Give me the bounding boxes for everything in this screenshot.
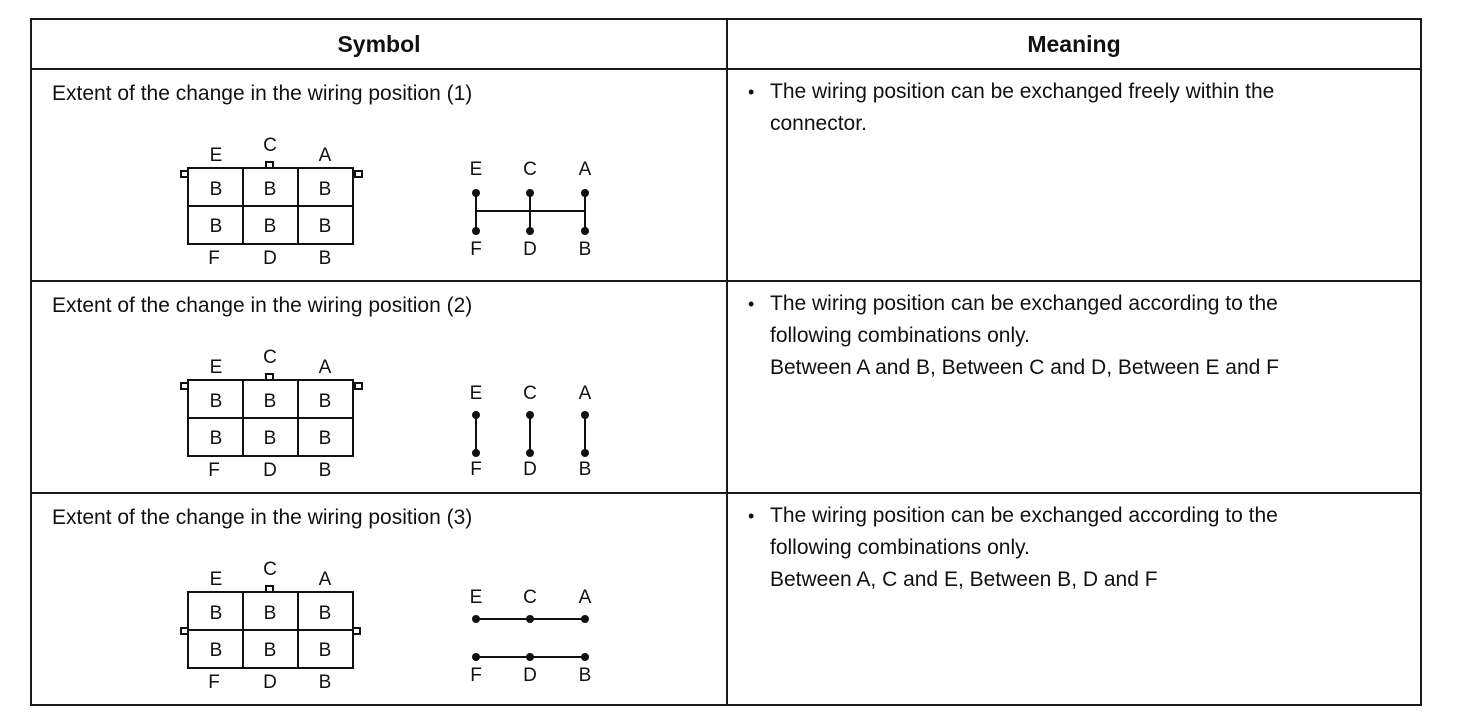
pin-label-top: C [263,135,277,156]
pin-label-top: A [318,357,332,378]
cavity-label: B [209,179,223,200]
bullet: • [748,82,755,102]
symbol-cell [31,281,727,493]
cavity-label: B [209,391,223,412]
pin-label-top: C [263,347,277,368]
pin-label-bottom: F [208,672,220,691]
meaning-item [748,500,1400,596]
table-row [31,493,1421,705]
pin-label-top: E [209,357,223,378]
cavity-label: B [318,640,332,661]
exchange-graph [470,383,592,479]
meaning-column-header: Meaning [727,19,1421,69]
latch-left [181,171,188,177]
pin-label-bottom: D [263,460,277,479]
symbol-cell [31,69,727,281]
cavity-label: B [318,216,332,237]
node-label: F [470,239,482,260]
pin-label-top: C [263,559,277,580]
meaning-line: The wiring position can be exchanged according to the [770,292,1278,315]
wiring-diagram [32,531,724,691]
meaning-cell [727,69,1421,281]
pin-label-bottom: B [318,460,332,479]
table-row [31,69,1421,281]
meaning-line: The wiring position can be exchanged freely within the [770,80,1275,103]
meaning-line: following combinations only. [770,536,1030,559]
wiring-symbol-table [30,18,1422,706]
symbol-title: Extent of the change in the wiring position (1) [52,82,473,105]
pin-label-top: E [209,569,223,590]
connector-diagram [181,347,362,479]
cavity-label: B [318,391,332,412]
node-label: A [578,383,592,404]
bullet: • [748,294,755,314]
cavity-label: B [263,391,277,412]
node-label: B [578,459,592,479]
pin-label-top: E [209,145,223,166]
node-label: D [523,239,537,260]
cavity-label: B [263,179,277,200]
node-label: E [469,383,483,404]
pin-label-top: A [318,569,332,590]
meaning-item [748,76,1400,140]
meaning-line: connector. [770,112,867,135]
node-label: A [578,587,592,608]
node-label: C [523,383,537,404]
table-row [31,281,1421,493]
cavity-label: B [209,428,223,449]
cavity-label: B [263,603,277,624]
meaning-item [748,288,1400,384]
pin-label-bottom: F [208,248,220,267]
wiring-diagram [32,107,724,267]
symbol-column-header: Symbol [31,19,727,69]
exchange-graph [470,159,592,260]
symbol-title: Extent of the change in the wiring position (3) [52,506,473,529]
symbol-title: Extent of the change in the wiring position (2) [52,294,473,317]
pin-label-top: A [318,145,332,166]
node-label: A [578,159,592,180]
bullet: • [748,506,755,526]
meaning-line: Between A, C and E, Between B, D and F [770,568,1158,591]
meaning-line: following combinations only. [770,324,1030,347]
cavity-label: B [318,179,332,200]
wiring-diagram [32,319,724,479]
pin-label-bottom: D [263,672,277,691]
node-label: B [578,665,592,686]
cavity-label: B [263,428,277,449]
connector-diagram [181,135,362,267]
node-label: F [470,459,482,479]
pin-label-bottom: B [318,248,332,267]
pin-label-bottom: B [318,672,332,691]
meaning-cell [727,281,1421,493]
node-label: C [523,159,537,180]
cavity-label: B [209,216,223,237]
node-label: F [470,665,482,686]
latch-right [353,628,360,634]
symbol-cell [31,493,727,705]
latch-right [355,383,362,389]
node-label: E [469,587,483,608]
node-label: D [523,459,537,479]
cavity-label: B [318,428,332,449]
pin-label-bottom: F [208,460,220,479]
node-label: B [578,239,592,260]
pin-label-bottom: D [263,248,277,267]
meaning-line: Between A and B, Between C and D, Between E and F [770,356,1279,379]
cavity-label: B [263,640,277,661]
exchange-graph [470,587,592,686]
node-label: E [469,159,483,180]
latch-right [355,171,362,177]
cavity-label: B [209,603,223,624]
node-label: D [523,665,537,686]
node-label: C [523,587,537,608]
cavity-label: B [209,640,223,661]
cavity-label: B [263,216,277,237]
cavity-label: B [318,603,332,624]
meaning-line: The wiring position can be exchanged according to the [770,504,1278,527]
latch-left [181,628,188,634]
latch-left [181,383,188,389]
connector-diagram [181,559,360,691]
meaning-cell [727,493,1421,705]
